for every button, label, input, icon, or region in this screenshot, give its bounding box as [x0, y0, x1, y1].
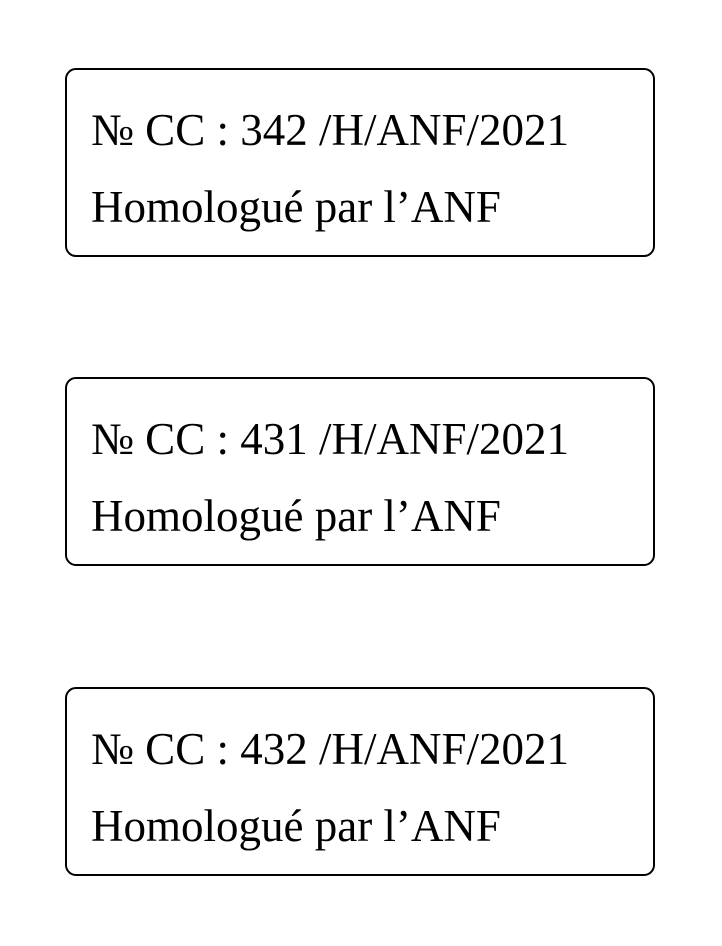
approval-text: Homologué par l’ANF: [91, 491, 501, 541]
approval-text: Homologué par l’ANF: [91, 801, 501, 851]
certificate-number: № CC : 431 /H/ANF/2021: [91, 414, 569, 464]
approval-text: Homologué par l’ANF: [91, 182, 501, 232]
certificate-number: № CC : 432 /H/ANF/2021: [91, 724, 569, 774]
approval-label-1: [65, 68, 655, 257]
certificate-number: № CC : 342 /H/ANF/2021: [91, 105, 569, 155]
approval-label-3: [65, 687, 655, 876]
approval-label-2: [65, 377, 655, 566]
